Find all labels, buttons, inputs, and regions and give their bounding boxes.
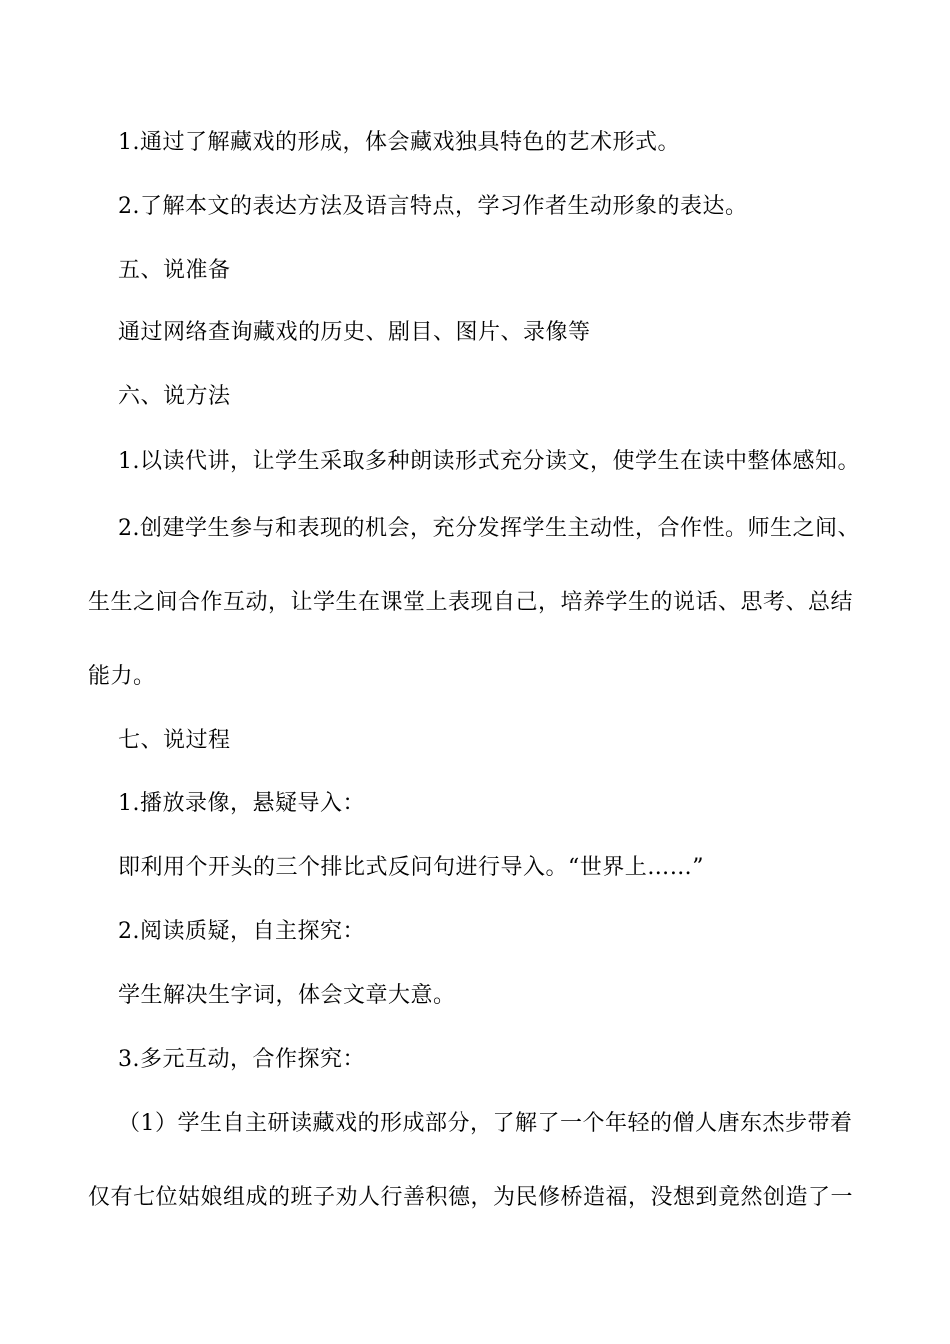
method-2-line-2: 生生之间合作互动，让学生在课堂上表现自己，培养学生的说话、思考、总结 (88, 590, 854, 615)
preparation-text: 通过网络查询藏戏的历史、剧目、图片、录像等 (118, 320, 591, 345)
heading-methods: 六、说方法 (118, 384, 231, 409)
process-step-1-text: 即利用个开头的三个排比式反问句进行导入。“世界上……” (118, 855, 704, 880)
method-2-line-1: 2.创建学生参与和表现的机会，充分发挥学生主动性，合作性。师生之间、 (118, 516, 860, 541)
process-step-3: 3.多元互动，合作探究： (118, 1047, 365, 1072)
objective-2: 2.了解本文的表达方法及语言特点，学习作者生动形象的表达。 (118, 194, 748, 219)
process-step-2: 2.阅读质疑，自主探究： (118, 919, 365, 944)
process-step-3-sub-1-line-1: （1）学生自主研读藏戏的形成部分，了解了一个年轻的僧人唐东杰步带着 (118, 1111, 853, 1136)
heading-process: 七、说过程 (118, 728, 231, 753)
method-2-line-3: 能力。 (88, 664, 156, 689)
process-step-3-sub-1-line-2: 仅有七位姑娘组成的班子劝人行善积德，为民修桥造福，没想到竟然创造了一 (88, 1185, 854, 1210)
objective-1: 1.通过了解藏戏的形成，体会藏戏独具特色的艺术形式。 (118, 130, 680, 155)
heading-preparation: 五、说准备 (118, 258, 231, 283)
process-step-2-text: 学生解决生字词，体会文章大意。 (118, 983, 456, 1008)
process-step-1: 1.播放录像，悬疑导入： (118, 791, 365, 816)
method-1: 1.以读代讲，让学生采取多种朗读形式充分读文，使学生在读中整体感知。 (118, 449, 860, 474)
